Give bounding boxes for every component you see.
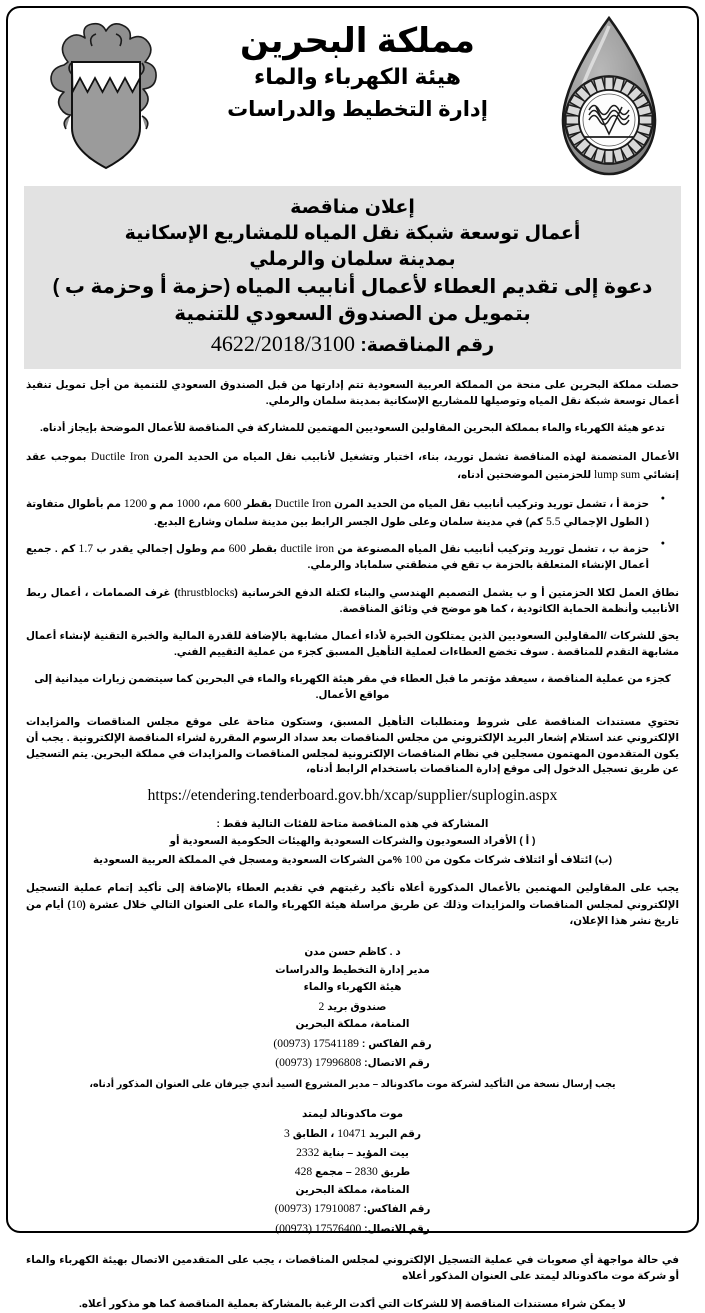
- list-item-package-a: [26, 495, 665, 531]
- tender-number-label: رقم المناقصة:: [360, 334, 495, 356]
- copy-to-consultant-note: يجب إرسال نسخة من التأكيد لشركة موت ماكدونالد – مدير المشروع السيد أندي جيرفان على العنوان المذكور أدناه،: [89, 1078, 616, 1090]
- paragraph-work-scope: [26, 584, 679, 618]
- paragraph-documents: تحتوي مستندات المناقصة على شروط ومتطلبات التأهيل المسبق، وستكون متاحة على موقع مجلس المناقصات والمزايدات الإلكتروني عند استلام إشعار البريد الإلكتروني من مجلس المناقصات بعد سداد الرسوم المقررة لشراء المناقصة الإلكترونية . يجب أن يكون المتقدمون المهتمون مسجلين في نظام المناقصات الإلكترونية لمجلس المناقصات والمزايدات في مملكة البحرين. يتم التسجيل عن طريق تسجيل الدخول إلى موقع إدارة المناقصات باستخدام الرابط أدناه،: [26, 716, 679, 776]
- package-list: [26, 495, 679, 574]
- lump-sum-term: lump sum: [594, 468, 641, 482]
- pkg-b-text-3: مم وطول إجمالي يقدر ب: [93, 543, 229, 555]
- pobox-value: 2: [318, 999, 325, 1013]
- consultant-block-label: – مجمع: [315, 1167, 352, 1179]
- pkg-b-total-length: 1.7: [78, 541, 94, 555]
- elig-b-text-2: %من الشركات السعودية ومسجل في المملكة العربية السعودية: [92, 854, 405, 866]
- authority-name: هيئة الكهرباء والماء: [253, 64, 462, 90]
- consultant-tel-value: 17576400 (00973): [275, 1221, 362, 1235]
- signatory-tel: [26, 1053, 679, 1072]
- consultant-tel: [26, 1219, 679, 1238]
- pkg-b-text-1: حزمة ب ، تشمل توريد وتركيب أنابيب نقل المياه المصنوعة من: [334, 543, 650, 555]
- pobox-label: صندوق بريد: [327, 1001, 387, 1013]
- pkg-a-text-5: مم بأطوال متفاوتة ( الطول الإجمالي: [26, 499, 649, 528]
- ewa-water-drop-logo: [547, 14, 671, 182]
- paragraph-confirmation-deadline: [26, 881, 679, 931]
- paragraph-eligibility-experience: يحق للشركات /المقاولين السعوديين الذين يمتلكون الخبرة لأداء أعمال مشابهة بالإضافة للقدرة المالية والخبرة التقنية لإنشاء أعمال مشابهة التقدم للمناقصة . سوف تخضع العطاءات لعملية التأهيل المسبق كجزء من عملية التقييم الفني.: [26, 630, 679, 658]
- consultant-block-value: 428: [294, 1165, 313, 1179]
- pkg-a-diameter-1000: 1000: [176, 497, 200, 510]
- eligibility-title: المشاركة في هذه المناقصة متاحة للفئات التالية فقط :: [216, 819, 489, 831]
- thrustblocks-term: thrustblocks: [177, 585, 235, 599]
- department-name: إدارة التخطيط والدراسات: [227, 98, 488, 122]
- title-line-announcement: إعلان مناقصة: [290, 197, 415, 218]
- scope-text-2: بموجب عقد إنشائي: [26, 452, 679, 482]
- pkg-a-diameter-1200: 1200: [123, 497, 148, 510]
- scope-text-3: للحزمتين الموضحتين أدناه،: [457, 470, 595, 482]
- body-content: [24, 378, 681, 1313]
- consultant-road-block: [26, 1162, 679, 1181]
- title-line-funding: بتمويل من الصندوق السعودي للتنمية: [174, 303, 531, 326]
- signature-block: [26, 944, 679, 1072]
- consultant-road-label: طريق: [380, 1167, 411, 1179]
- signatory-organization: هيئة الكهرباء والماء: [303, 982, 402, 994]
- consultant-fax: [26, 1199, 679, 1218]
- ductile-iron-term: Ductile Iron: [91, 450, 150, 464]
- page-content: [14, 12, 691, 1311]
- signatory-role: مدير إدارة التخطيط والدراسات: [275, 964, 430, 976]
- deadline-text-1: يجب على المقاولين المهتمين بالأعمال المذكورة أعلاه تأكيد رغبتهم في تقديم العطاء بالإضافة إلى تأكيد إتمام عملية التسجيل الإلكتروني لمجلس المناقصات والمزايدات وذلك عن طريق مراسلة هيئة الكهرباء والماء على العنوان التالي خلال عشرة (: [26, 882, 679, 912]
- tel-value: 17996808 (00973): [275, 1056, 362, 1070]
- deadline-days: 10: [70, 898, 83, 912]
- consultant-fax-label: رقم الفاكس:: [363, 1204, 431, 1216]
- consultant-fax-value: 17910087 (00973): [274, 1202, 361, 1216]
- paragraph-invitation: تدعو هيئة الكهرباء والماء بمملكة البحرين المقاولين السعوديين المهتمين للمشاركة في المناقصة للأعمال الموضحة بإيجاز أدناه.: [39, 423, 666, 435]
- masthead: [24, 14, 681, 186]
- signatory-city: المنامة، مملكة البحرين: [295, 1019, 410, 1031]
- pkg-a-text-4: مم و: [147, 499, 177, 510]
- title-line-works: أعمال توسعة شبكة نقل المياه للمشاريع الإسكانية: [124, 223, 581, 245]
- title-line-invitation: دعوة إلى تقديم العطاء لأعمال أنابيب المياه (حزمة أ وحزمة ب ): [52, 275, 653, 298]
- masthead-titles: [174, 22, 541, 123]
- scope-text-1: الأعمال المتضمنة لهذه المناقصة تشمل توريد، بناء، اختبار وتشغيل لأنابيب نقل المياه من الحديد المرن: [149, 452, 679, 464]
- consultant-pobox-label: رقم البريد: [369, 1128, 421, 1140]
- tender-title-box: [24, 186, 681, 369]
- pkg-a-material: Ductile Iron: [274, 497, 332, 510]
- tender-number-line: [40, 329, 665, 359]
- pkg-a-text-3: مم،: [199, 499, 224, 510]
- paragraph-pre-bid-conference: كجزء من عملية المناقصة ، سيعقد مؤتمر ما قبل العطاء في مقر هيئة الكهرباء والماء في البحرين كما سيتضمن زيارات ميدانية إلى مواقع الأعمال.: [34, 673, 671, 701]
- consultant-city: المنامة، مملكة البحرين: [295, 1184, 410, 1196]
- consultant-pobox-value: 10471: [337, 1126, 367, 1140]
- pkg-a-text-2: بقطر: [241, 499, 275, 510]
- pkg-b-material: ductile iron: [280, 541, 335, 555]
- bahrain-coat-of-arms: [44, 20, 168, 182]
- pkg-b-text-4: كم . جميع أعمال الإنشاء المتعلقة بالحزمة ب تقع في منطقتي سلماباد والرملي.: [26, 543, 649, 571]
- work-scope-text-1: نطاق العمل لكلا الحزمتين أ و ب يشمل التصميم الهندسي والبناء لكتلة الدفع الخرسانية (: [234, 587, 679, 599]
- pkg-a-text-6: كم) في مدينة سلمان وعلى طول الجسر الرابط بين مدينة سلمان وشارع البديع.: [154, 516, 546, 528]
- consultant-floor-label: ، الطابق: [292, 1128, 335, 1140]
- tender-number-value: 4622/2018/3100: [210, 330, 356, 356]
- tel-label: رقم الاتصال:: [364, 1058, 430, 1070]
- eligibility-block: [26, 817, 679, 869]
- consultant-tel-label: رقم الاتصال:: [364, 1223, 430, 1235]
- consultant-floor-value: 3: [284, 1126, 290, 1140]
- elig-b-percent: 100: [404, 852, 423, 866]
- pkg-a-diameter-600: 600: [223, 497, 242, 510]
- work-scope-text-2: ) غرف الصمامات ، أعمال ربط الأنابيب وأنظمة الحماية الكاثودية ، كما هو موضح في وثائق المناقصة.: [26, 587, 679, 615]
- signatory-pobox: [26, 997, 679, 1016]
- consultant-building: [26, 1143, 679, 1162]
- consultant-company-name: موت ماكدونالد ليمتد: [301, 1109, 404, 1121]
- pkg-a-text-1: حزمة أ ، تشمل توريد وتركيب أنابيب نقل المياه من الحديد المرن: [331, 499, 649, 510]
- list-item-package-b: [26, 540, 665, 574]
- title-line-location: بمدينة سلمان والرملي: [249, 249, 456, 271]
- pkg-b-text-2: بقطر: [245, 543, 281, 555]
- consultant-building-value: 2332: [296, 1146, 320, 1160]
- consultant-pobox: [26, 1124, 679, 1143]
- footer-note-registration-help: في حالة مواجهة أي صعوبات في عملية التسجيل الإلكتروني لمجلس المناقصات ، يجب على المتقدمين الاتصال بهيئة الكهرباء والماء أو شركة موت ماكدونالد ليمتد على العنوان المذكور أعلاه: [26, 1255, 679, 1283]
- fax-label: رقم الفاكس :: [361, 1038, 432, 1050]
- fax-value: 17541189 (00973): [273, 1036, 359, 1050]
- pkg-a-total-length: 5.5: [546, 514, 561, 528]
- footer-notes: [26, 1253, 679, 1313]
- consultant-address-block: [26, 1106, 679, 1238]
- elig-b-text-1: (ب) ائتلاف أو ائتلاف شركات مكون من: [422, 854, 613, 866]
- deadline-text-2: ) أيام من تاريخ نشر هذا الإعلان،: [26, 900, 679, 928]
- signatory-name: د . كاظم حسن مدن: [304, 947, 401, 959]
- consultant-building-label: بيت المؤيد – بناية: [322, 1148, 409, 1160]
- pkg-b-diameter-600: 600: [228, 541, 246, 555]
- tenderboard-url[interactable]: https://etendering.tenderboard.gov.bh/xcap/supplier/suplogin.aspx: [147, 787, 558, 805]
- eligibility-option-b: [26, 851, 679, 870]
- eligibility-option-a: ( أ ) الأفراد السعوديون والشركات السعودية والهيئات الحكومية السعودية أو: [169, 836, 536, 848]
- country-name: مملكة البحرين: [240, 22, 475, 60]
- consultant-road-value: 2830: [354, 1165, 378, 1179]
- paragraph-grant: حصلت مملكة البحرين على منحة من المملكة العربية السعودية تتم إدارتها من قبل الصندوق السعودي للتنمية من أجل تمويل تنفيذ أعمال توسعة شبكة نقل المياه وتوصيلها للمشاريع الإسكانية بمدينة سلمان والرملي.: [26, 380, 679, 408]
- paragraph-scope: [26, 448, 679, 484]
- signatory-fax: [26, 1034, 679, 1053]
- footer-note-document-purchase: لا يمكن شراء مستندات المناقصة إلا للشركات التي أكدت الرغبة بالمشاركة بعملية المناقصة كما هو مذكور أعلاه.: [79, 1299, 626, 1311]
